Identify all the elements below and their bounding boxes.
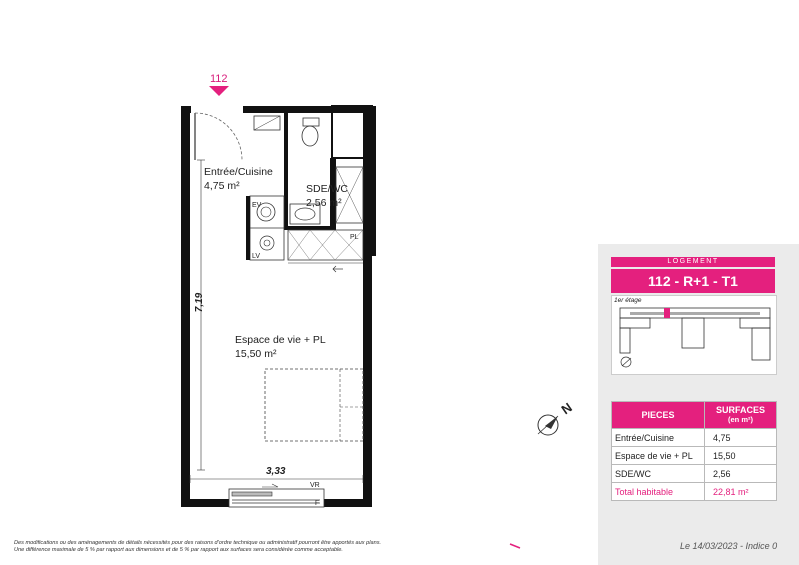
compass-north-letter: N bbox=[558, 399, 575, 418]
wall-top-left bbox=[181, 106, 191, 113]
row-room-name: Espace de vie + PL bbox=[612, 447, 705, 465]
row-room-value: 15,50 bbox=[705, 447, 777, 465]
table-row bbox=[612, 429, 777, 447]
disclaimer-line-1: Des modifications ou des aménagements de détails nécessités pour des raisons d'ordre technique ou administratif pourront être apportés aux plans. bbox=[14, 540, 382, 546]
row-room-name: SDE/WC bbox=[612, 465, 705, 483]
room-area-entree-cuisine: 4,75 m² bbox=[204, 180, 240, 192]
table-row bbox=[612, 465, 777, 483]
total-label: Total habitable bbox=[612, 483, 705, 501]
unit-marker-label: 112 bbox=[210, 73, 228, 85]
compass-icon bbox=[538, 415, 558, 435]
unit-marker-arrow bbox=[209, 86, 229, 96]
floor-key-plan bbox=[611, 295, 777, 375]
panel-unit-title: 112 - R+1 - T1 bbox=[611, 269, 775, 293]
room-label-sde-wc: SDE/WC bbox=[306, 183, 348, 195]
disclaimer bbox=[14, 540, 381, 554]
label-ev: EV bbox=[252, 202, 262, 209]
row-room-value: 2,56 bbox=[705, 465, 777, 483]
col-header-surfaces-unit: (en m²) bbox=[728, 415, 753, 424]
footer-date: Le 14/03/2023 - Indice 0 bbox=[680, 541, 778, 551]
row-room-name: Entrée/Cuisine bbox=[612, 429, 705, 447]
wall-bottom-right bbox=[324, 499, 372, 507]
panel-header: LOGEMENT bbox=[611, 257, 775, 267]
label-f: F bbox=[315, 500, 320, 507]
label-lv: LV bbox=[252, 253, 261, 260]
table-total-row bbox=[612, 483, 777, 501]
wall-top-right bbox=[243, 106, 372, 113]
disclaimer-line-2: Une différence maximale de 5 % par rapport aux dimensions et de 5 % par rapport aux surfaces sera considérée comme acceptable. bbox=[14, 547, 343, 553]
col-header-surfaces bbox=[705, 402, 777, 429]
col-header-surfaces-label: SURFACES bbox=[715, 405, 765, 415]
row-room-value: 4,75 bbox=[705, 429, 777, 447]
room-label-entree-cuisine: Entrée/Cuisine bbox=[204, 166, 273, 178]
floor-key-drawing bbox=[612, 296, 776, 374]
table-row bbox=[612, 447, 777, 465]
room-area-sde-wc: 2,56 m² bbox=[306, 197, 342, 209]
floor-key-label: 1er étage bbox=[614, 297, 642, 304]
wall-left bbox=[181, 106, 190, 507]
wall-right bbox=[363, 106, 372, 507]
room-area-espace-de-vie: 15,50 m² bbox=[235, 348, 277, 360]
label-pl: PL bbox=[350, 234, 359, 241]
room-label-espace-de-vie: Espace de vie + PL bbox=[235, 334, 326, 346]
surfaces-table bbox=[611, 401, 777, 501]
col-header-rooms: PIECES bbox=[612, 402, 705, 429]
dimension-depth: 7,19 bbox=[194, 292, 206, 313]
dimension-width: 3,33 bbox=[266, 466, 286, 477]
total-value: 22,81 m² bbox=[705, 483, 777, 501]
bed-outline bbox=[265, 369, 363, 441]
wall-bottom-left bbox=[181, 499, 229, 507]
label-vr: VR bbox=[310, 482, 320, 489]
